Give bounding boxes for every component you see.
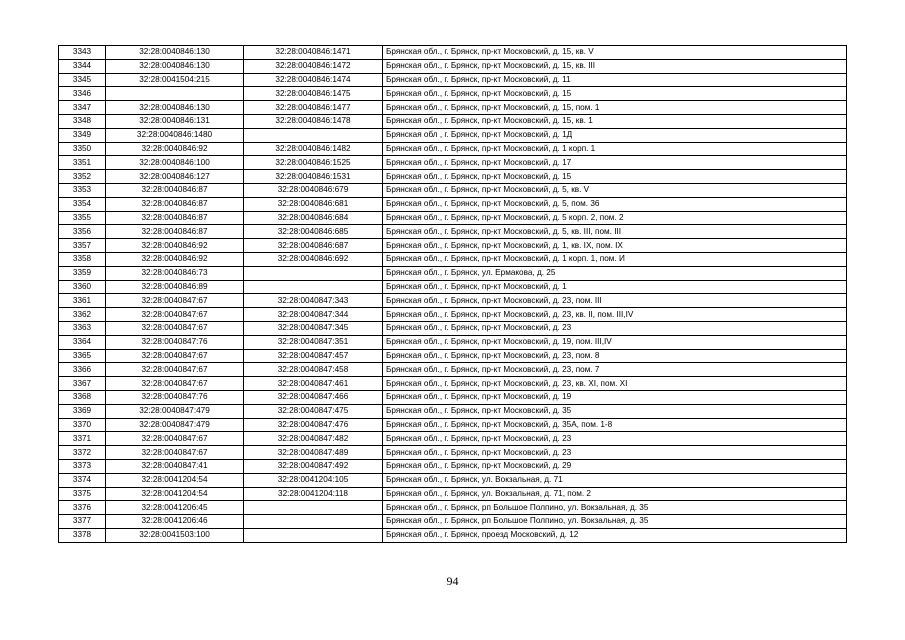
table-row xyxy=(59,211,847,225)
table-row xyxy=(59,349,847,363)
parcel-number-cell: 32:28:0040846:92 xyxy=(106,142,244,156)
parcel-number-cell: 32:28:0041504:215 xyxy=(106,73,244,87)
table-row xyxy=(59,363,847,377)
row-number-cell: 3349 xyxy=(59,128,106,142)
parcel-number-cell: 32:28:0041206:45 xyxy=(106,501,244,515)
object-number-cell xyxy=(244,528,383,542)
parcel-number-cell: 32:28:0040847:67 xyxy=(106,349,244,363)
address-cell: Брянская обл., г. Брянск, пр-кт Московский, д. 23, пом. III xyxy=(383,294,847,308)
table-row xyxy=(59,432,847,446)
object-number-cell: 32:28:0040846:1472 xyxy=(244,59,383,73)
address-cell: Брянская обл., г. Брянск, пр-кт Московский, д. 29 xyxy=(383,459,847,473)
object-number-cell: 32:28:0040846:685 xyxy=(244,225,383,239)
address-cell: Брянская обл., г. Брянск, пр-кт Московский, д. 23, кв. XI, пом. XI xyxy=(383,377,847,391)
address-cell: Брянская обл., г. Брянск, пр-кт Московский, д. 19 xyxy=(383,390,847,404)
address-cell: Брянская обл., г. Брянск, пр-кт Московский, д. 15, пом. 1 xyxy=(383,101,847,115)
row-number-cell: 3368 xyxy=(59,390,106,404)
table-row xyxy=(59,266,847,280)
parcel-number-cell: 32:28:0040847:67 xyxy=(106,308,244,322)
row-number-cell: 3366 xyxy=(59,363,106,377)
row-number-cell: 3364 xyxy=(59,335,106,349)
row-number-cell: 3376 xyxy=(59,501,106,515)
table-row xyxy=(59,528,847,542)
row-number-cell: 3369 xyxy=(59,404,106,418)
table-row xyxy=(59,128,847,142)
address-cell: Брянская обл., г. Брянск, пр-кт Московский, д. 23, пом. 8 xyxy=(383,349,847,363)
row-number-cell: 3346 xyxy=(59,87,106,101)
row-number-cell: 3375 xyxy=(59,487,106,501)
table-row xyxy=(59,459,847,473)
row-number-cell: 3372 xyxy=(59,446,106,460)
address-cell: Брянская обл., г. Брянск, пр-кт Московский, д. 35А, пом. 1-8 xyxy=(383,418,847,432)
table-row xyxy=(59,59,847,73)
parcel-number-cell: 32:28:0040846:92 xyxy=(106,252,244,266)
row-number-cell: 3343 xyxy=(59,46,106,60)
object-number-cell: 32:28:0040847:458 xyxy=(244,363,383,377)
table-row xyxy=(59,321,847,335)
object-number-cell: 32:28:0041204:118 xyxy=(244,487,383,501)
row-number-cell: 3356 xyxy=(59,225,106,239)
address-cell: Брянская обл., г. Брянск, рп Большое Полпино, ул. Вокзальная, д. 35 xyxy=(383,515,847,529)
object-number-cell: 32:28:0040846:684 xyxy=(244,211,383,225)
object-number-cell: 32:28:0040847:461 xyxy=(244,377,383,391)
table-row xyxy=(59,101,847,115)
row-number-cell: 3365 xyxy=(59,349,106,363)
table-row xyxy=(59,280,847,294)
address-cell: Брянская обл., г. Брянск, ул. Вокзальная, д. 71 xyxy=(383,473,847,487)
parcel-number-cell: 32:28:0040846:73 xyxy=(106,266,244,280)
row-number-cell: 3358 xyxy=(59,252,106,266)
address-cell: Брянская обл., г. Брянск, проезд Московский, д. 12 xyxy=(383,528,847,542)
address-cell: Брянская обл., г. Брянск, пр-кт Московский, д. 1, кв. IX, пом. IX xyxy=(383,239,847,253)
table-row xyxy=(59,515,847,529)
parcel-number-cell: 32:28:0040847:67 xyxy=(106,363,244,377)
table-row xyxy=(59,142,847,156)
table-row xyxy=(59,487,847,501)
row-number-cell: 3363 xyxy=(59,321,106,335)
object-number-cell: 32:28:0040846:687 xyxy=(244,239,383,253)
address-cell: Брянская обл., г. Брянск, пр-кт Московский, д. 5, кв. V xyxy=(383,183,847,197)
parcel-number-cell: 32:28:0040847:76 xyxy=(106,335,244,349)
parcel-number-cell: 32:28:0040847:479 xyxy=(106,418,244,432)
registry-table-body xyxy=(59,46,847,543)
parcel-number-cell: 32:28:0041206:46 xyxy=(106,515,244,529)
address-cell: Брянская обл., г. Брянск, пр-кт Московский, д. 15, кв. V xyxy=(383,46,847,60)
row-number-cell: 3362 xyxy=(59,308,106,322)
parcel-number-cell: 32:28:0040846:87 xyxy=(106,211,244,225)
table-row xyxy=(59,418,847,432)
object-number-cell: 32:28:0040847:492 xyxy=(244,459,383,473)
object-number-cell: 32:28:0040846:692 xyxy=(244,252,383,266)
table-row xyxy=(59,87,847,101)
row-number-cell: 3360 xyxy=(59,280,106,294)
parcel-number-cell: 32:28:0040846:127 xyxy=(106,170,244,184)
table-row xyxy=(59,225,847,239)
object-number-cell xyxy=(244,515,383,529)
address-cell: Брянская обл., г. Брянск, пр-кт Московский, д. 23 xyxy=(383,432,847,446)
parcel-number-cell: 32:28:0040847:67 xyxy=(106,432,244,446)
object-number-cell: 32:28:0040846:1477 xyxy=(244,101,383,115)
parcel-number-cell: 32:28:0040846:130 xyxy=(106,46,244,60)
row-number-cell: 3354 xyxy=(59,197,106,211)
object-number-cell: 32:28:0040846:1531 xyxy=(244,170,383,184)
parcel-number-cell: 32:28:0040846:89 xyxy=(106,280,244,294)
row-number-cell: 3370 xyxy=(59,418,106,432)
object-number-cell: 32:28:0040847:457 xyxy=(244,349,383,363)
table-row xyxy=(59,239,847,253)
address-cell: Брянская обл., г. Брянск, пр-кт Московский, д. 19, пом. III,IV xyxy=(383,335,847,349)
address-cell: Брянская обл., г. Брянск, пр-кт Московский, д. 15, кв. 1 xyxy=(383,114,847,128)
parcel-number-cell: 32:28:0041204:54 xyxy=(106,487,244,501)
table-row xyxy=(59,183,847,197)
parcel-number-cell: 32:28:0040847:67 xyxy=(106,377,244,391)
parcel-number-cell: 32:28:0040847:76 xyxy=(106,390,244,404)
object-number-cell: 32:28:0040846:679 xyxy=(244,183,383,197)
row-number-cell: 3344 xyxy=(59,59,106,73)
row-number-cell: 3353 xyxy=(59,183,106,197)
object-number-cell xyxy=(244,280,383,294)
table-row xyxy=(59,308,847,322)
row-number-cell: 3374 xyxy=(59,473,106,487)
address-cell: Брянская обл., г. Брянск, пр-кт Московский, д. 11 xyxy=(383,73,847,87)
parcel-number-cell: 32:28:0040847:41 xyxy=(106,459,244,473)
object-number-cell: 32:28:0040846:1471 xyxy=(244,46,383,60)
address-cell: Брянская обл., г. Брянск, пр-кт Московский, д. 23 xyxy=(383,446,847,460)
row-number-cell: 3378 xyxy=(59,528,106,542)
parcel-number-cell: 32:28:0041503:100 xyxy=(106,528,244,542)
row-number-cell: 3345 xyxy=(59,73,106,87)
address-cell: Брянская обл., г. Брянск, пр-кт Московский, д. 5 корп. 2, пом. 2 xyxy=(383,211,847,225)
address-cell: Брянская обл., г. Брянск, ул. Ермакова, д. 25 xyxy=(383,266,847,280)
parcel-number-cell xyxy=(106,87,244,101)
row-number-cell: 3377 xyxy=(59,515,106,529)
address-cell: Брянская обл., г. Брянск, ул. Вокзальная, д. 71, пом. 2 xyxy=(383,487,847,501)
address-cell: Брянская обл., г. Брянск, пр-кт Московский, д. 23, кв. II, пом. III,IV xyxy=(383,308,847,322)
object-number-cell: 32:28:0040846:1482 xyxy=(244,142,383,156)
object-number-cell xyxy=(244,501,383,515)
object-number-cell: 32:28:0040847:476 xyxy=(244,418,383,432)
row-number-cell: 3347 xyxy=(59,101,106,115)
page-number: 94 xyxy=(446,574,459,588)
parcel-number-cell: 32:28:0040846:130 xyxy=(106,59,244,73)
row-number-cell: 3361 xyxy=(59,294,106,308)
object-number-cell: 32:28:0040847:482 xyxy=(244,432,383,446)
object-number-cell: 32:28:0040847:345 xyxy=(244,321,383,335)
parcel-number-cell: 32:28:0040846:92 xyxy=(106,239,244,253)
object-number-cell: 32:28:0040847:343 xyxy=(244,294,383,308)
row-number-cell: 3350 xyxy=(59,142,106,156)
address-cell: Брянская обл., г. Брянск, пр-кт Московский, д. 23 xyxy=(383,321,847,335)
address-cell: Брянская обл., г. Брянск, пр-кт Московский, д. 1 корп. 1 xyxy=(383,142,847,156)
table-row xyxy=(59,156,847,170)
address-cell: Брянская обл , г. Брянск, пр-кт Московский, д. 1Д xyxy=(383,128,847,142)
registry-table xyxy=(58,45,847,543)
table-row xyxy=(59,404,847,418)
parcel-number-cell: 32:28:0040846:87 xyxy=(106,225,244,239)
parcel-number-cell: 32:28:0040846:87 xyxy=(106,197,244,211)
row-number-cell: 3357 xyxy=(59,239,106,253)
table-row xyxy=(59,390,847,404)
address-cell: Брянская обл., г. Брянск, пр-кт Московский, д. 15 xyxy=(383,170,847,184)
address-cell: Брянская обл., г. Брянск, пр-кт Московский, д. 35 xyxy=(383,404,847,418)
table-row xyxy=(59,114,847,128)
address-cell: Брянская обл., г. Брянск, пр-кт Московский, д. 5, пом. 36 xyxy=(383,197,847,211)
parcel-number-cell: 32:28:0040846:87 xyxy=(106,183,244,197)
row-number-cell: 3373 xyxy=(59,459,106,473)
address-cell: Брянская обл., г. Брянск, пр-кт Московский, д. 15 xyxy=(383,87,847,101)
parcel-number-cell: 32:28:0040846:100 xyxy=(106,156,244,170)
address-cell: Брянская обл., г. Брянск, пр-кт Московский, д. 1 xyxy=(383,280,847,294)
table-row xyxy=(59,197,847,211)
table-row xyxy=(59,473,847,487)
table-row xyxy=(59,446,847,460)
object-number-cell: 32:28:0040846:1474 xyxy=(244,73,383,87)
address-cell: Брянская обл., г. Брянск, пр-кт Московский, д. 15, кв. III xyxy=(383,59,847,73)
object-number-cell: 32:28:0041204:105 xyxy=(244,473,383,487)
object-number-cell: 32:28:0040846:1475 xyxy=(244,87,383,101)
table-row xyxy=(59,170,847,184)
object-number-cell: 32:28:0040847:489 xyxy=(244,446,383,460)
row-number-cell: 3367 xyxy=(59,377,106,391)
parcel-number-cell: 32:28:0040846:131 xyxy=(106,114,244,128)
parcel-number-cell: 32:28:0040846:130 xyxy=(106,101,244,115)
object-number-cell: 32:28:0040847:351 xyxy=(244,335,383,349)
row-number-cell: 3352 xyxy=(59,170,106,184)
table-row xyxy=(59,501,847,515)
object-number-cell: 32:28:0040847:344 xyxy=(244,308,383,322)
table-row xyxy=(59,252,847,266)
table-row xyxy=(59,377,847,391)
object-number-cell xyxy=(244,128,383,142)
address-cell: Брянская обл., г. Брянск, рп Большое Полпино, ул. Вокзальная, д. 35 xyxy=(383,501,847,515)
row-number-cell: 3355 xyxy=(59,211,106,225)
object-number-cell: 32:28:0040846:1478 xyxy=(244,114,383,128)
parcel-number-cell: 32:28:0040847:67 xyxy=(106,321,244,335)
object-number-cell: 32:28:0040846:681 xyxy=(244,197,383,211)
address-cell: Брянская обл., г. Брянск, пр-кт Московский, д. 1 корп. 1, пом. И xyxy=(383,252,847,266)
row-number-cell: 3351 xyxy=(59,156,106,170)
parcel-number-cell: 32:28:0040847:67 xyxy=(106,446,244,460)
object-number-cell: 32:28:0040847:466 xyxy=(244,390,383,404)
table-row xyxy=(59,46,847,60)
address-cell: Брянская обл., г. Брянск, пр-кт Московский, д. 5, кв. III, пом. III xyxy=(383,225,847,239)
parcel-number-cell: 32:28:0040847:479 xyxy=(106,404,244,418)
object-number-cell: 32:28:0040847:475 xyxy=(244,404,383,418)
row-number-cell: 3348 xyxy=(59,114,106,128)
table-row xyxy=(59,73,847,87)
row-number-cell: 3359 xyxy=(59,266,106,280)
parcel-number-cell: 32:28:0040847:67 xyxy=(106,294,244,308)
address-cell: Брянская обл., г. Брянск, пр-кт Московский, д. 23, пом. 7 xyxy=(383,363,847,377)
parcel-number-cell: 32:28:0040846:1480 xyxy=(106,128,244,142)
parcel-number-cell: 32:28:0041204:54 xyxy=(106,473,244,487)
table-row xyxy=(59,294,847,308)
object-number-cell xyxy=(244,266,383,280)
row-number-cell: 3371 xyxy=(59,432,106,446)
table-row xyxy=(59,335,847,349)
address-cell: Брянская обл., г. Брянск, пр-кт Московский, д. 17 xyxy=(383,156,847,170)
object-number-cell: 32:28:0040846:1525 xyxy=(244,156,383,170)
